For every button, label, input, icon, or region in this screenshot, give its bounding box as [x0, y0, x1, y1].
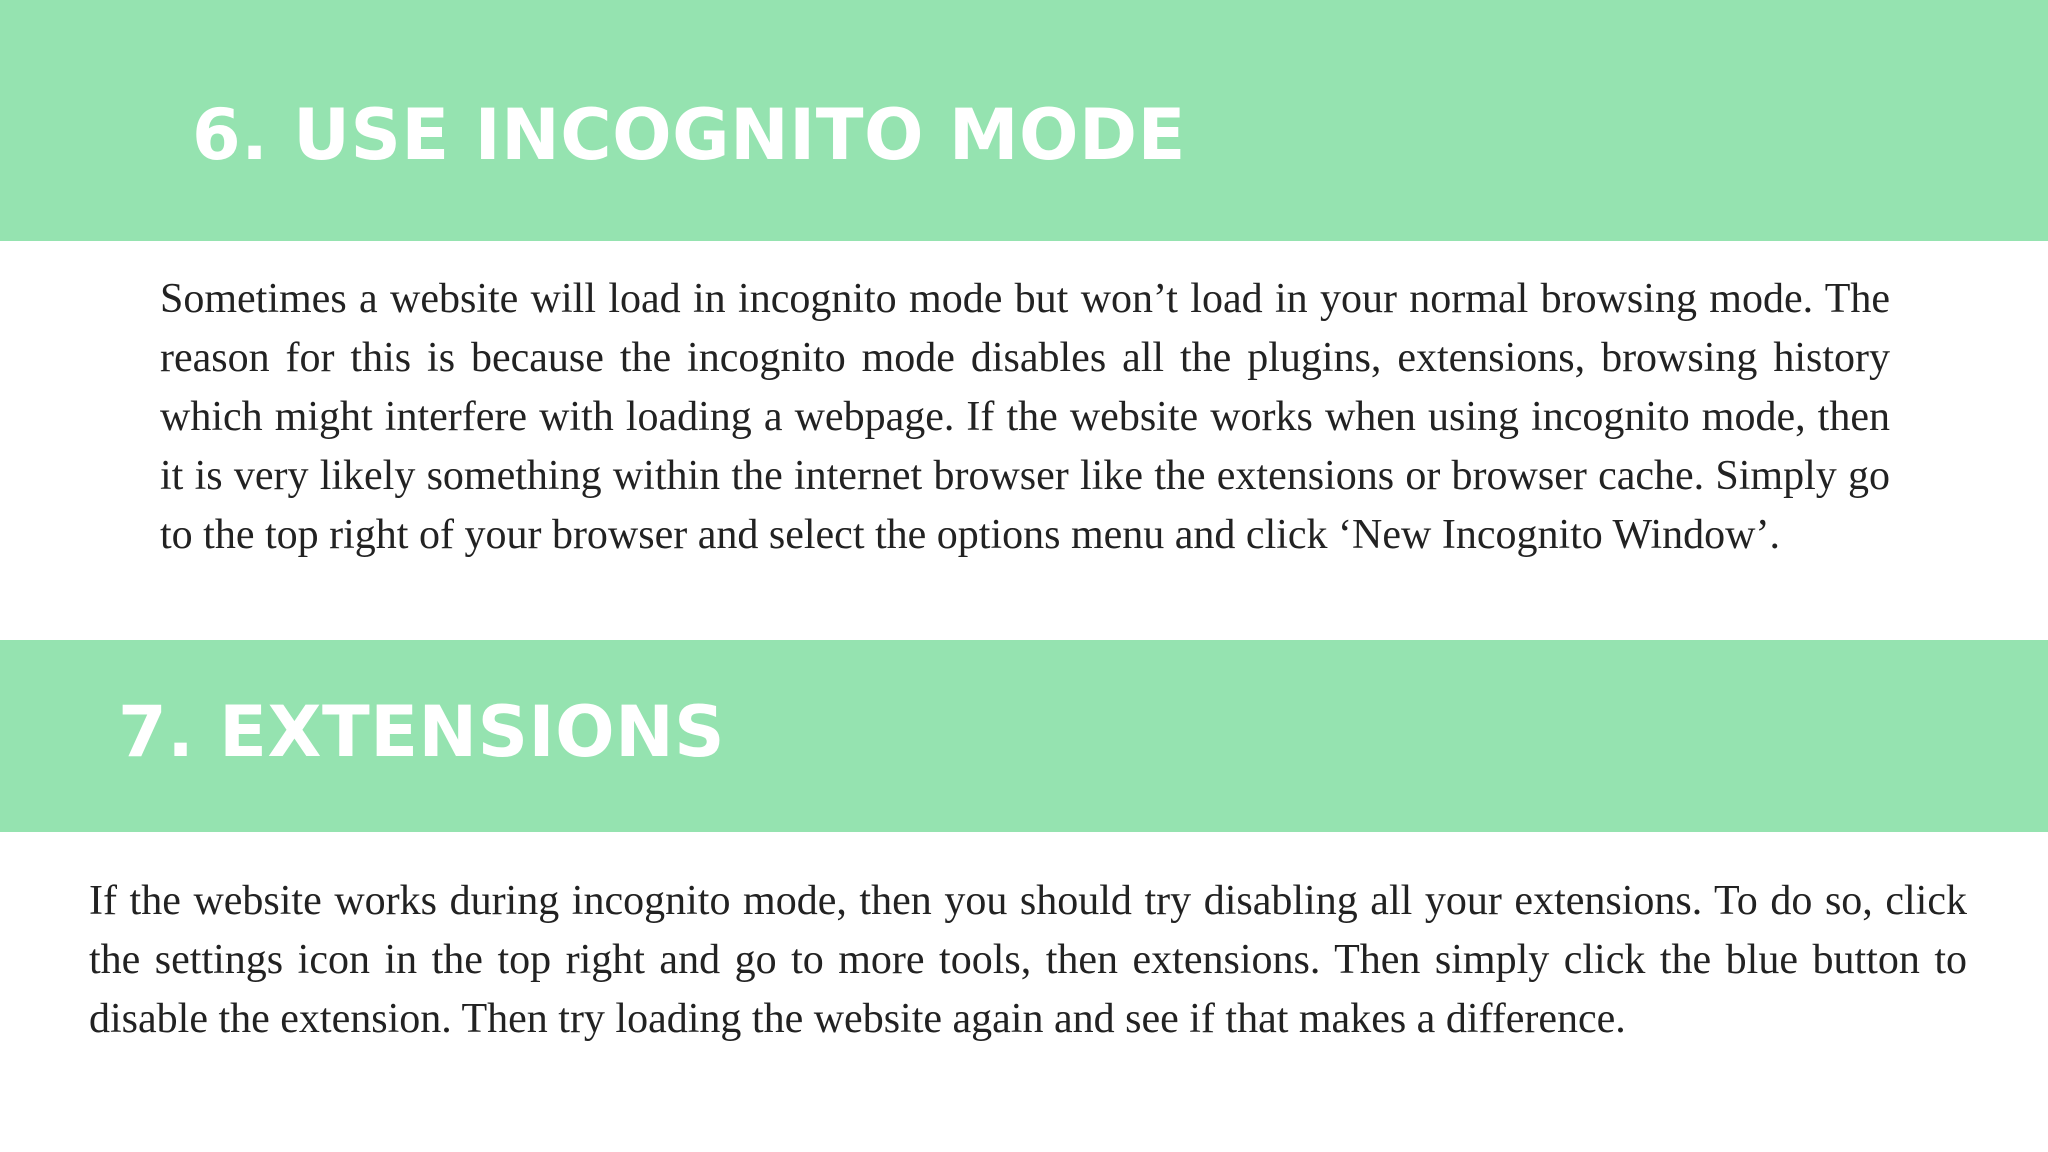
section-heading-incognito: 6. USE INCOGNITO MODE	[192, 94, 1186, 176]
section-heading-extensions: 7. EXTENSIONS	[118, 691, 726, 773]
section-body-extensions: If the website works during incognito mode, then you should try disabling all your extensions. To do so, click the settings icon in the top right and go to more tools, then extensions. Then simply click the blue button to disable the extension. Then try loading the website again and see if that makes a difference.	[89, 878, 1967, 1042]
section-body-incognito: Sometimes a website will load in incognito mode but won’t load in your normal browsing mode. The reason for this is because the incognito mode disables all the plugins, extensions, browsing history which might interfere with loading a webpage. If the website works when using incognito mode, then it is very likely something within the internet browser like the extensions or browser cache. Simply go to the top right of your browser and select the options menu and click ‘New Incognito Window’.	[160, 276, 1890, 558]
